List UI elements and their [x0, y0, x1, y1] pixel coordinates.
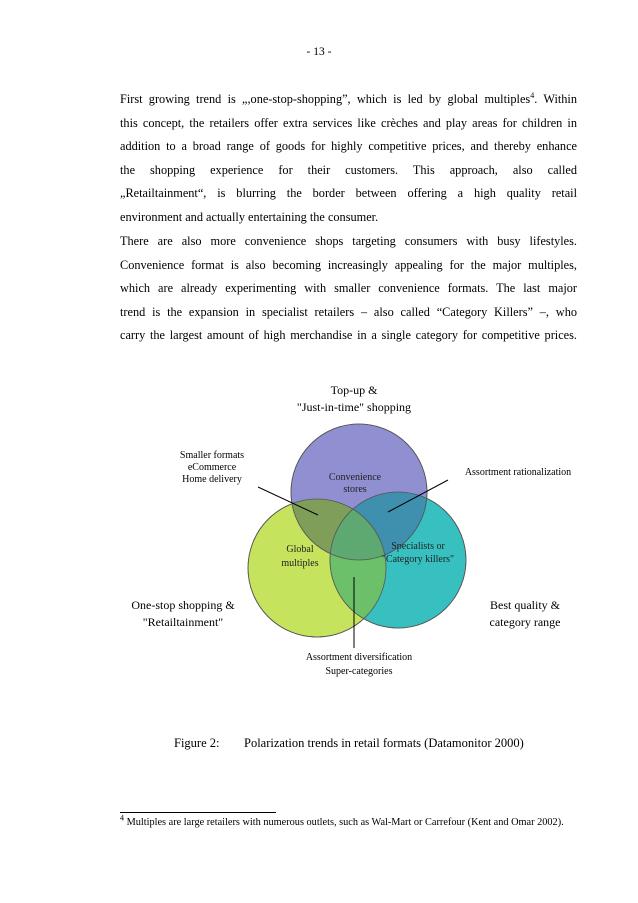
figure-caption: Polarization trends in retail formats (Datamonitor 2000) [244, 736, 524, 750]
footnote-divider [120, 812, 276, 813]
label-line: Smaller formats [179, 450, 245, 461]
page-number: - 13 - [306, 46, 332, 58]
label-line: Best quality & [490, 598, 560, 612]
smaller-formats-label [180, 450, 244, 485]
paragraph-line [120, 88, 577, 112]
paragraph-line: There are also more convenience shops targeting consumers with busy lifestyles. [120, 234, 577, 248]
footnote-text: Multiples are large retailers with numerous outlets, such as Wal-Mart or Carrefour (Kent and Omar 2002). [124, 817, 564, 828]
label-line: Convenience [328, 472, 382, 483]
label-line: One-stop shopping & [131, 598, 235, 612]
paragraph-line: „Retailtainment“, is blurring the border between offering a high quality retail [120, 186, 577, 201]
paragraph-line: this concept, the retailers offer extra services like crèches and play areas for children in [120, 115, 577, 130]
paragraph-line: which are already experimenting with smaller convenience formats. The last major [120, 281, 577, 296]
line-text: . Within [534, 92, 577, 106]
paragraph-line: addition to a broad range of goods for highly competitive prices, and thereby enhance [120, 139, 577, 154]
label-line: multiples [281, 558, 319, 569]
footnote-reference[interactable]: 4 [530, 90, 535, 100]
label-line: eCommerce [187, 462, 237, 473]
paragraph-line: carry the largest amount of high merchandise in a single category for competitive prices. [120, 328, 577, 343]
one-stop-shopping-label [131, 598, 235, 629]
footnote-number: 4 [120, 813, 124, 823]
assortment-rationalization-label: Assortment rationalization [464, 467, 572, 478]
paragraph-one-stop-shopping [120, 88, 577, 230]
line-text: First growing trend is „,one-stop-shopping”, which is led by global multiples [120, 92, 531, 106]
venn-diagram [0, 370, 638, 690]
label-line: "Just-in-time" shopping [296, 400, 412, 414]
assortment-diversification-label [306, 652, 412, 677]
label-line: Global [286, 544, 314, 555]
paragraph-line: Convenience format is also becoming increasingly appealing for the major multiples, [120, 257, 577, 272]
figure-label: Figure 2: [174, 736, 220, 750]
label-line: Assortment diversification [305, 652, 413, 663]
label-line: Super-categories [325, 666, 393, 677]
label-line: Specialists or [391, 541, 445, 552]
best-quality-label [490, 598, 561, 629]
label-line: category range [489, 615, 561, 629]
footnote [120, 815, 580, 830]
paragraph-convenience-specialists [120, 230, 577, 348]
top-up-label [297, 383, 411, 414]
paragraph-line: the shopping experience for their customers. This approach, also called [120, 162, 577, 177]
label-line: Home delivery [182, 474, 242, 485]
label-line: "Category killers" [381, 554, 455, 565]
label-line: Top-up & [330, 383, 378, 397]
label-line: "Retailtainment" [142, 615, 224, 629]
paragraph-line: environment and actually entertaining the consumer. [120, 209, 379, 224]
label-line: stores [343, 484, 367, 495]
paragraph-line: trend is the expansion in specialist retailers – also called “Category Killers” –, who [120, 304, 577, 319]
